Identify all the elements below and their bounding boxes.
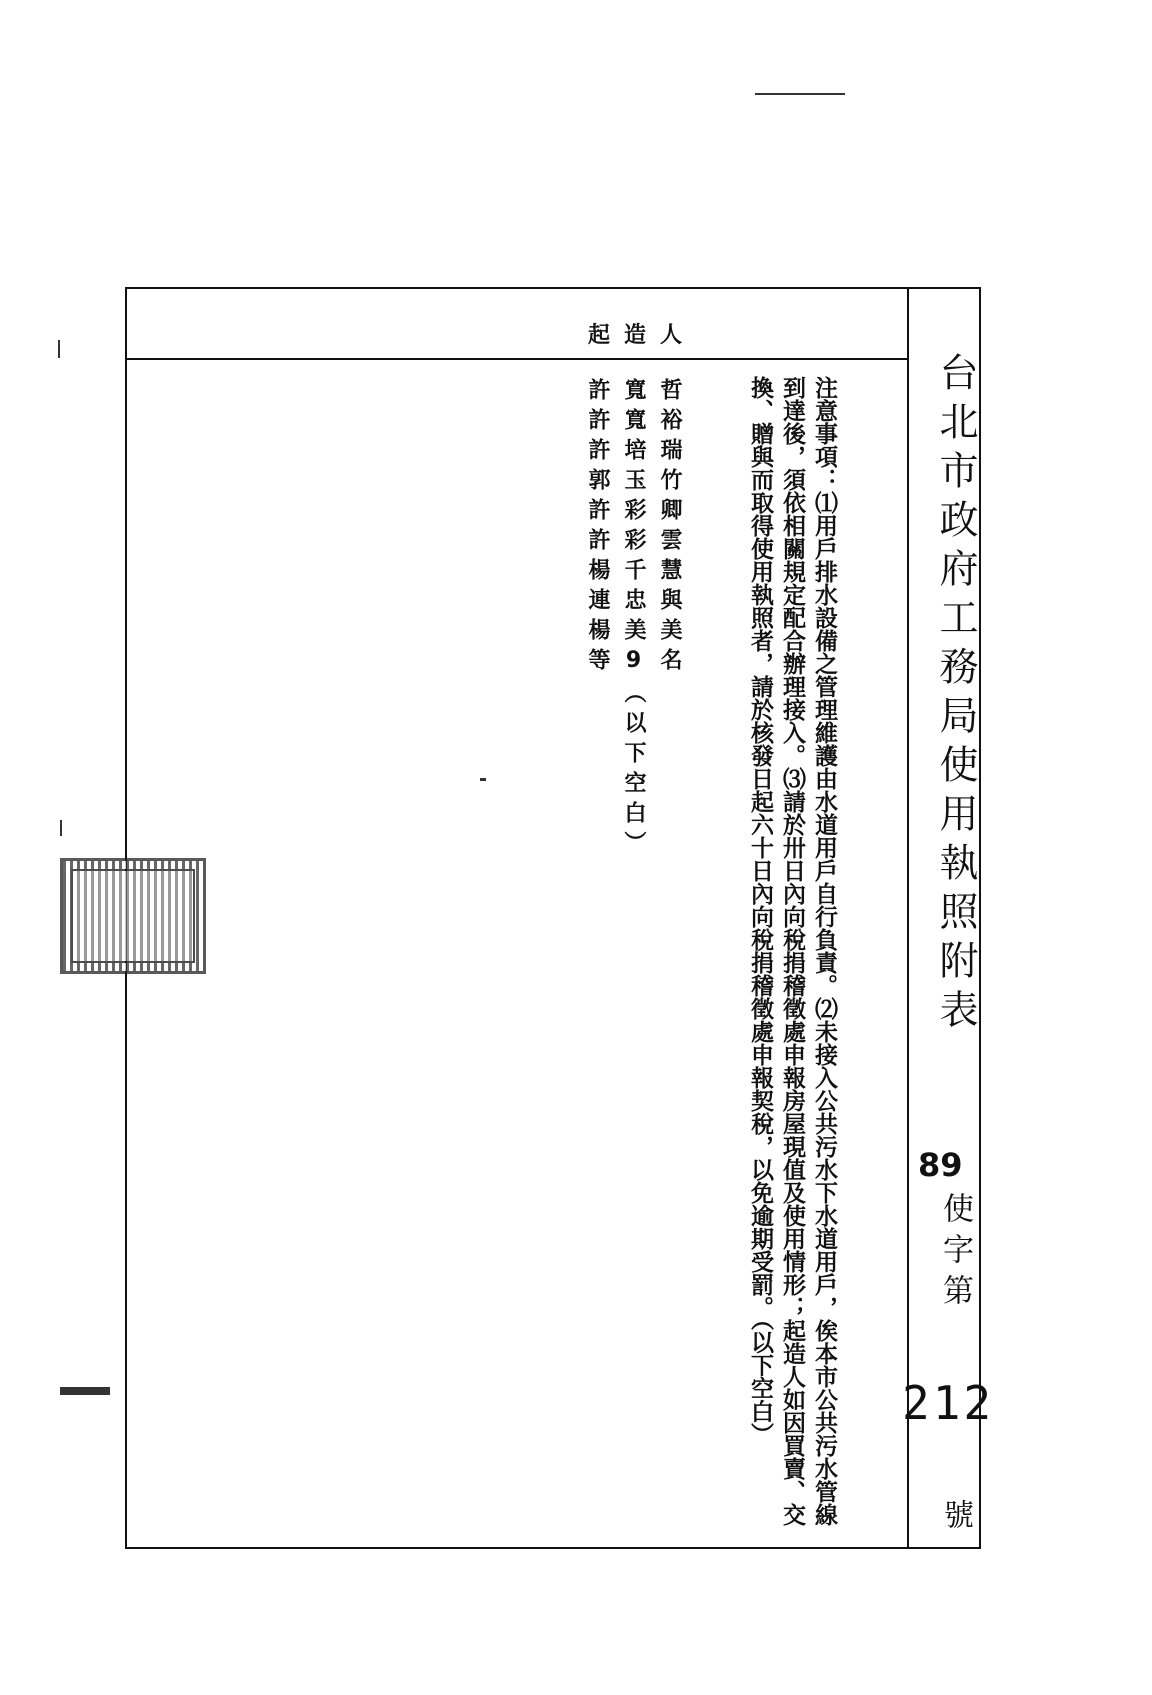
title-divider	[907, 287, 909, 1549]
scan-mark	[60, 1387, 110, 1395]
builder-header: 起造人	[588, 323, 697, 348]
scan-mark	[60, 820, 62, 836]
scan-mark	[58, 340, 60, 358]
builder-column-1: 哲裕瑞竹卿雲慧與美名	[657, 378, 682, 678]
header-divider	[127, 358, 907, 360]
license-type-label: 使字第	[937, 1192, 973, 1315]
license-number: 212	[902, 1376, 995, 1430]
scan-mark	[755, 93, 845, 95]
seal-stamp	[60, 858, 206, 974]
notice-text: 注意事項：⑴用戶排水設備之管理維護由水道用戶自行負責。⑵未接入公共污水下水道用戶，俟本市公共污水管線到達後，須依相關規定配合辦理接入。⑶請於卅日內向稅捐稽徵處申報房屋現值及使用情形；起造人如因買賣、交換、贈與而取得使用執照者，請於核發日起六十日內向稅捐稽徵處申報契稅，以免逾期受罰。（以下空白）	[747, 376, 837, 1526]
license-suffix: 號	[938, 1499, 973, 1529]
scan-mark	[480, 778, 486, 781]
builder-column-2: 寬寬培玉彩彩千忠美9（以下空白）	[621, 378, 646, 861]
builder-column-3: 許許許郭許許楊連楊等	[585, 378, 610, 678]
form-frame	[125, 287, 981, 1549]
form-title: 台北市政府工務局使用執照附表	[933, 352, 978, 1038]
license-year: 89	[918, 1146, 963, 1184]
